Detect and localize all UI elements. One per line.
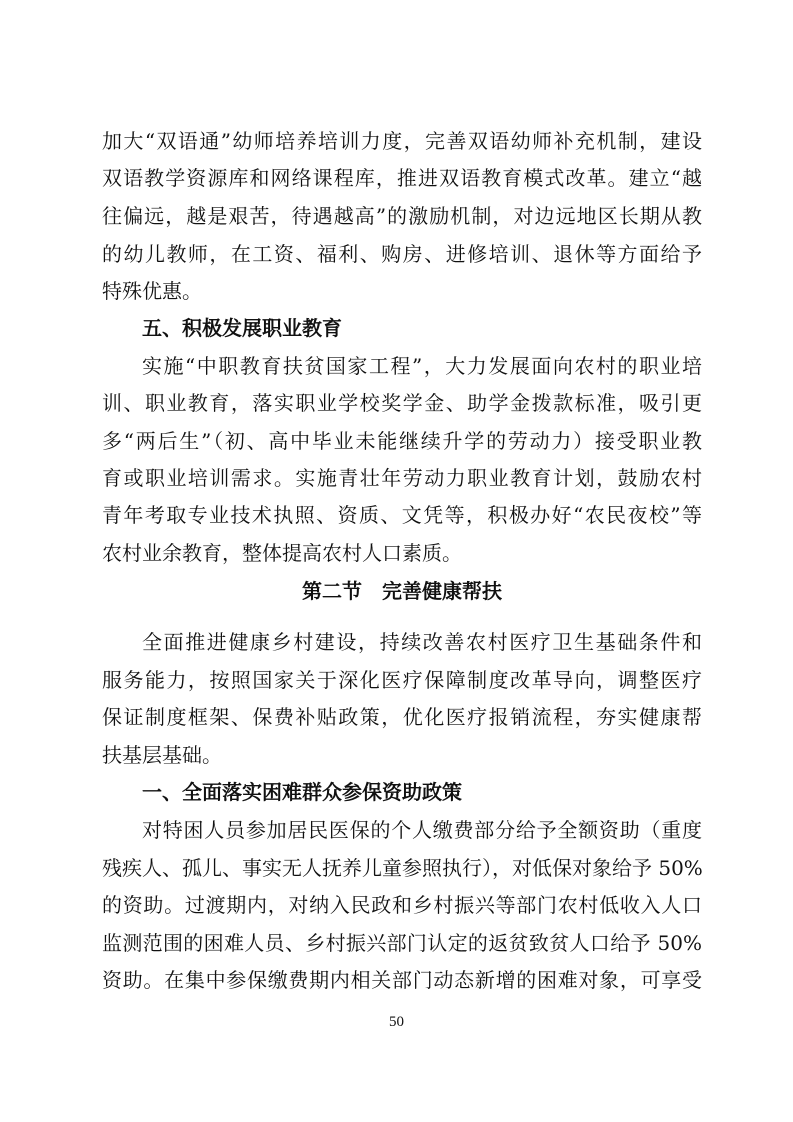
body-text-line: 多“两后生”（初、高中毕业未能继续升学的劳动力）接受职业教 (102, 429, 702, 453)
subsection-heading: 一、全面落实困难群众参保资助政策 (142, 780, 462, 804)
body-text-line: 的资助。过渡期内，对纳入民政和乡村振兴等部门农村低收入人口 (102, 893, 702, 917)
body-text-line: 特殊优惠。 (102, 279, 202, 303)
body-text-line: 全面推进健康乡村建设，持续改善农村医疗卫生基础条件和 (142, 630, 702, 654)
body-text-line: 育或职业培训需求。实施青壮年劳动力职业教育计划，鼓励农村 (102, 466, 702, 490)
body-text-line: 青年考取专业技术执照、资质、文凭等，积极办好“农民夜校”等 (102, 503, 702, 527)
body-text-line: 对特困人员参加居民医保的个人缴费部分给予全额资助（重度 (142, 818, 702, 842)
body-text-line: 双语教学资源库和网络课程库，推进双语教育模式改革。建立“越 (102, 166, 702, 190)
body-text-line: 往偏远，越是艰苦，待遇越高”的激励机制，对边远地区长期从教 (102, 204, 702, 228)
body-text-line: 实施“中职教育扶贫国家工程”，大力发展面向农村的职业培 (142, 354, 702, 378)
page-number: 50 (389, 1014, 404, 1030)
body-text-line: 的幼儿教师，在工资、福利、购房、进修培训、退休等方面给予 (102, 242, 702, 266)
body-text-line: 加大“双语通”幼师培养培训力度，完善双语幼师补充机制，建设 (102, 129, 702, 153)
body-text-line: 训、职业教育，落实职业学校奖学金、助学金拨款标准，吸引更 (102, 391, 702, 415)
body-text-line: 农村业余教育，整体提高农村人口素质。 (102, 541, 462, 565)
body-text-line: 残疾人、孤儿、事实无人抚养儿童参照执行），对低保对象给予 50% (102, 856, 703, 880)
body-text-line: 保证制度框架、保费补贴政策，优化医疗报销流程，夯实健康帮 (102, 705, 702, 729)
section-heading: 第二节 完善健康帮扶 (302, 579, 502, 603)
body-text-line: 资助。在集中参保缴费期内相关部门动态新增的困难对象，可享受 (102, 968, 702, 992)
body-text-line: 服务能力，按照国家关于深化医疗保障制度改革导向，调整医疗 (102, 668, 702, 692)
subsection-heading: 五、积极发展职业教育 (142, 316, 342, 340)
body-text-line: 扶基层基础。 (102, 743, 222, 767)
body-text-line: 监测范围的困难人员、乡村振兴部门认定的返贫致贫人口给予 50% (102, 931, 702, 955)
